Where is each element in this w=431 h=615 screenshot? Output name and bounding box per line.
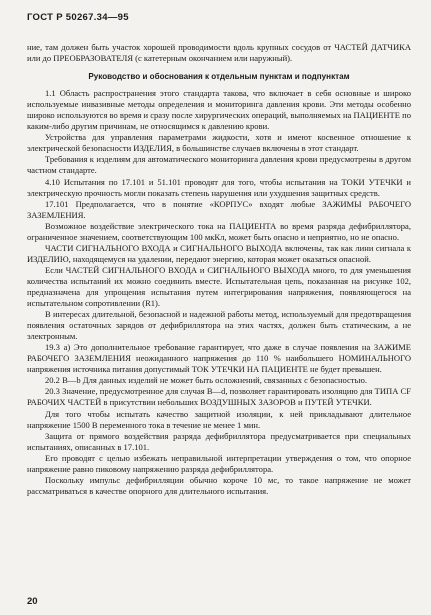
page-number: 20: [27, 596, 38, 607]
paragraph: Для того чтобы испытать качество защитной изоляции, к ней прикладывают длительное напряжение 1500 В переменного тока в течение не менее 1 мин.: [27, 408, 411, 430]
section-title: Руководство и обоснования к отдельным пунктам и подпунктам: [88, 72, 350, 82]
paragraph: Требования к изделиям для автоматического мониторинга давления крови предусмотрены в другом частном стандарте.: [27, 154, 411, 176]
paragraph: 4.10 Испытания по 17.101 и 51.101 проводят для того, чтобы испытания на ТОКИ УТЕЧКИ и электрическую прочность могли показать степень нарушения или ухудшения защитных средств.: [27, 176, 411, 198]
paragraph: ЧАСТИ СИГНАЛЬНОГО ВХОДА и СИГНАЛЬНОГО ВЫХОДА включены, так как лини сигнала к ИЗДЕЛИЮ, находящемуся на удалении, передают энергию, которая может оказаться опасной.: [27, 242, 411, 264]
paragraph: 20.3 Значение, предусмотренное для случая В—d, позволяет гарантировать изоляцию для ТИПА CF РАБОЧИХ ЧАСТЕЙ в присутствии небольших ВОЗДУШНЫХ ЗАЗОРОВ и ПУТЕЙ УТЕЧКИ.: [27, 386, 411, 408]
intro-paragraph: ние, там должен быть участок хорошей проводимости вдоль крупных сосудов от ЧАСТЕЙ ДАТЧИКА или до ПРЕОБРАЗОВАТЕЛЯ (с катетерным окончанием или наружный).: [27, 42, 411, 64]
paragraph: Устройства для управления параметрами жидкости, хотя и имеют косвенное отношение к электрической безопасности ИЗДЕЛИЯ, в большинстве случаев включены в этот стандарт.: [27, 132, 411, 154]
paragraph: Защита от прямого воздействия разряда дефибриллятора предусматривается при специальных испытаниях, описанных в 17.101.: [27, 430, 411, 452]
paragraph: 19.3 а) Это дополнительное требование гарантирует, что даже в случае появления на ЗАЖИМЕ РАБОЧЕГО ЗАЗЕМЛЕНИЯ неожиданного напряжения до 110 % наибольшего НОМИНАЛЬНОГО напряжения источника питания допустимый ТОК УТЕЧКИ НА ПАЦИЕНТЕ не будет превышен.: [27, 342, 411, 375]
paragraph: В интересах длительной, безопасной и надежной работы метод, используемый для предотвращения появления остаточных зарядов от дефибриллятора на этих частях, должен быть статическим, а не электронным.: [27, 309, 411, 342]
paragraph: 1.1 Область распространения этого стандарта такова, что включает в себя основные и широко используемые инвазивные методы определения и мониторинга давления крови. Эти методы особенно широко используются во время и сразу после хирургических операций, выполняемых на ПАЦИЕНТЕ по каким-либо другим причинам, не относящимся к давлению крови.: [27, 88, 411, 132]
paragraph: Если ЧАСТЕЙ СИГНАЛЬНОГО ВХОДА и СИГНАЛЬНОГО ВЫХОДА много, то для уменьшения количества испытаний их можно соединить вместе. Испытательная цепь, показанная на рисунке 102, предназначена для упрощения испытания путем интегрирования напряжения, появляющегося на испытательном сопротивлении (R1).: [27, 264, 411, 309]
standard-header: ГОСТ Р 50267.34—95: [27, 12, 129, 23]
paragraph: Возможное воздействие электрического тока на ПАЦИЕНТА во время разряда дефибриллятора, ограниченное значением, соответствующим 100 мкКл, может быть опасно и неприятно, но не опасно.: [27, 220, 411, 242]
document-body: [27, 42, 411, 497]
paragraph: Поскольку импульс дефибрилляции обычно короче 10 мс, то такое напряжение не может рассматриваться в качестве опорного для длительного испытания.: [27, 474, 411, 496]
paragraph: Его проводят с целью избежать неправильной интерпретации утверждения о том, что опорное напряжение равно пиковому напряжению разряда дефибриллятора.: [27, 452, 411, 474]
paragraph: 17.101 Предполагается, что в понятие «КОРПУС» входят любые ЗАЖИМЫ РАБОЧЕГО ЗАЗЕМЛЕНИЯ.: [27, 198, 411, 220]
paragraph: 20.2 В—b Для данных изделий не может быть осложнений, связанных с безопасностью.: [45, 375, 367, 386]
